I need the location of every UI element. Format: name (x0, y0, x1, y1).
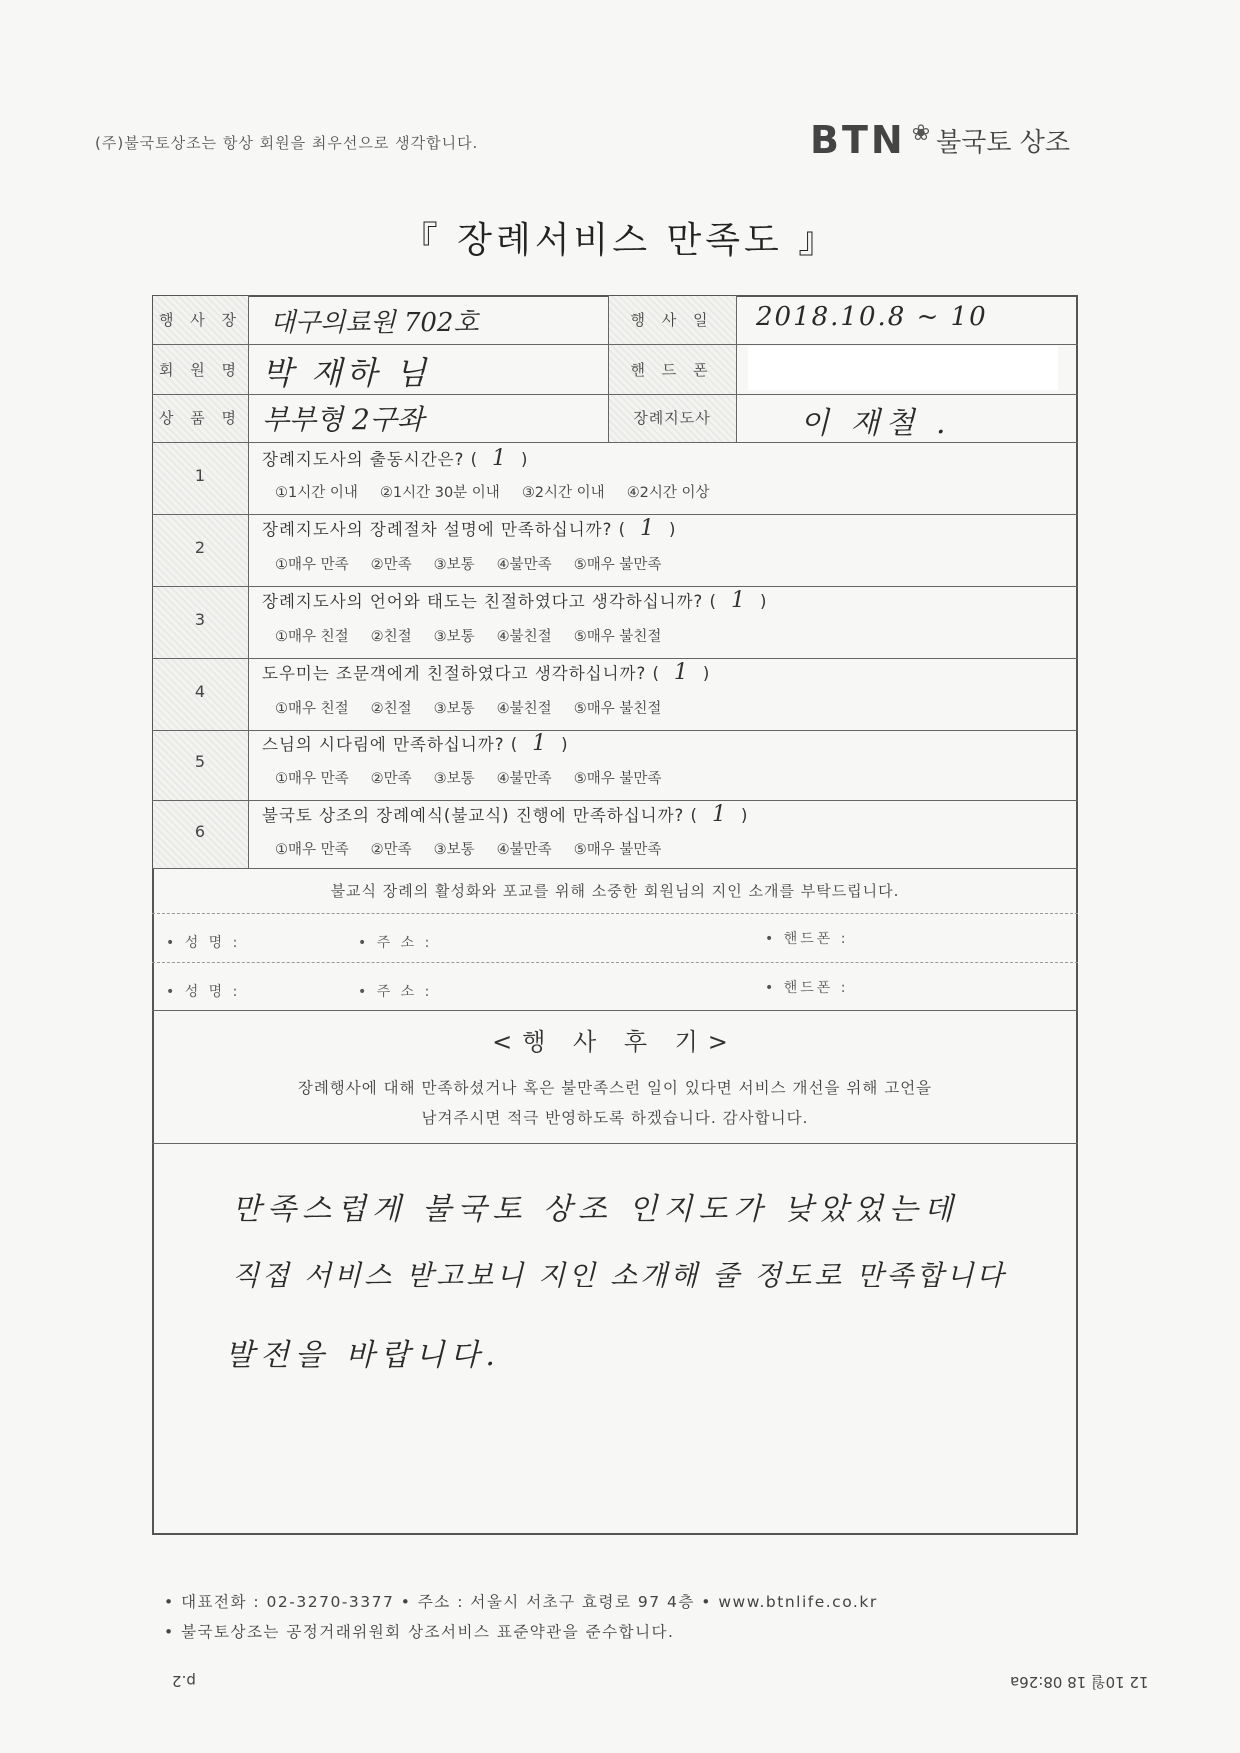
question-3-option: ④불친절 (496, 629, 552, 645)
question-6-answer: 1 (711, 802, 727, 827)
review-instruction-line2: 남겨주시면 적극 반영하도록 하겠습니다. 감사합니다. (421, 1109, 809, 1127)
question-6-option: ④불만족 (496, 842, 552, 858)
question-6-number: 6 (194, 822, 206, 841)
question-6-options (275, 838, 661, 859)
question-5-option: ③보통 (433, 771, 475, 787)
question-3-text: 장례지도사의 언어와 태도는 친절하였다고 생각하십니까? ( 1 ) (262, 588, 768, 613)
question-1-option: ①1시간 이내 (275, 485, 358, 501)
review-handwritten-line3: 발전을 바랍니다. (225, 1338, 501, 1373)
question-5-answer: 1 (532, 731, 548, 756)
question-6-option: ①매우 만족 (275, 842, 349, 858)
question-4-option: ④불친절 (496, 701, 552, 717)
question-3-answer: 1 (730, 588, 746, 613)
question-6-option: ③보통 (433, 842, 475, 858)
question-2-number: 2 (194, 538, 206, 557)
review-handwritten-line2: 직접 서비스 받고보니 지인 소개해 줄 정도로 만족합니다 (232, 1259, 1007, 1292)
review-instruction-line1: 장례행사에 대해 만족하셨거나 혹은 불만족스런 일이 있다면 서비스 개선을 위해 고언을 (297, 1079, 933, 1097)
venue-label: 행 사 장 (158, 311, 242, 329)
question-1-option: ③2시간 이내 (521, 485, 605, 501)
fax-page-number: p.2 (172, 1672, 196, 1690)
question-1-option: ④2시간 이상 (626, 485, 710, 501)
phone-label: 핸 드 폰 (630, 361, 714, 379)
question-6-text: 불국토 상조의 장례예식(불교식) 진행에 만족하십니까? ( 1 ) (262, 802, 749, 827)
logo-btn-text: BTN (810, 118, 906, 162)
question-1-option: ②1시간 30분 이내 (379, 485, 500, 501)
question-4-options (275, 697, 661, 718)
footer-notice: • 불국토상조는 공정거래위원회 상조서비스 표준약관을 준수합니다. (164, 1623, 675, 1641)
fax-timestamp: 12 10월 18 08:26a (1010, 1673, 1149, 1691)
referral-1-address-label: • 주 소 : (358, 935, 433, 951)
question-4-option: ③보통 (433, 701, 475, 717)
lotus-icon: ❀ (911, 120, 931, 146)
product-value: 부부형 2구좌 (262, 403, 424, 436)
date-label: 행 사 일 (630, 311, 714, 329)
redacted-phone-field (748, 346, 1058, 390)
footer-contact: • 대표전화 : 02-3270-3377 • 주소 : 서울시 서초구 효령로 97 4층 • www.btnlife.co.kr (164, 1593, 878, 1611)
referral-intro: 불교식 장례의 활성화와 포교를 위해 소중한 회원님의 지인 소개를 부탁드립니다. (330, 882, 900, 900)
form-title: 『 장례서비스 만족도 』 (401, 220, 839, 261)
director-label: 장례지도사 (633, 409, 711, 427)
question-5-text: 스님의 시다림에 만족하십니까? ( 1 ) (262, 731, 569, 756)
question-4-option: ①매우 친절 (275, 701, 349, 717)
question-2-option: ⑤매우 불만족 (573, 557, 662, 573)
question-1-text: 장례지도사의 출동시간은? ( 1 ) (262, 446, 529, 471)
question-2-option: ②만족 (370, 557, 412, 573)
question-5-number: 5 (194, 752, 206, 771)
question-2-option: ④불만족 (496, 557, 552, 573)
question-1-answer: 1 (492, 446, 508, 471)
company-logo (810, 118, 1070, 162)
question-4-answer: 1 (673, 660, 689, 685)
logo-name-text: 불국토 상조 (936, 127, 1070, 158)
question-3-option: ③보통 (433, 629, 475, 645)
question-3-option: ①매우 친절 (275, 629, 349, 645)
question-2-option: ③보통 (433, 557, 475, 573)
question-1-options (275, 481, 710, 502)
referral-2-address-label: • 주 소 : (358, 984, 433, 1000)
company-tagline: (주)불국토상조는 항상 회원을 최우선으로 생각합니다. (95, 134, 479, 152)
product-label: 상 품 명 (158, 409, 242, 427)
question-2-options (275, 553, 661, 574)
referral-2-phone-label: • 핸드폰 : (765, 980, 849, 996)
date-value: 2018.10.8 ~ 10 (756, 302, 988, 332)
question-3-number: 3 (194, 610, 206, 629)
referral-1-phone-label: • 핸드폰 : (765, 931, 849, 947)
question-4-option: ⑤매우 불친절 (573, 701, 662, 717)
question-4-text: 도우미는 조문객에게 친절하였다고 생각하십니까? ( 1 ) (262, 660, 711, 685)
director-value: 이 재철 . (800, 406, 952, 441)
referral-2-name-label: • 성 명 : (166, 984, 241, 1000)
question-3-option: ②친절 (370, 629, 412, 645)
question-5-option: ②만족 (370, 771, 412, 787)
question-2-text: 장례지도사의 장례절차 설명에 만족하십니까? ( 1 ) (262, 516, 677, 541)
question-4-number: 4 (194, 682, 206, 701)
question-3-option: ⑤매우 불친절 (573, 629, 662, 645)
venue-value: 대구의료원 702호 (270, 308, 479, 338)
question-2-answer: 1 (640, 516, 656, 541)
review-title: <행 사 후 기> (492, 1028, 738, 1056)
question-2-option: ①매우 만족 (275, 557, 349, 573)
review-handwritten-line1: 만족스럽게 불국토 상조 인지도가 낮았었는데 (232, 1192, 959, 1227)
question-5-option: ①매우 만족 (275, 771, 349, 787)
question-6-option: ⑤매우 불만족 (573, 842, 662, 858)
question-6-option: ②만족 (370, 842, 412, 858)
question-3-options (275, 625, 661, 646)
referral-1-name-label: • 성 명 : (166, 935, 241, 951)
question-4-option: ②친절 (370, 701, 412, 717)
member-value: 박 재하 님 (262, 354, 430, 392)
member-label: 회 원 명 (158, 361, 242, 379)
question-5-option: ④불만족 (496, 771, 552, 787)
question-5-option: ⑤매우 불만족 (573, 771, 662, 787)
question-1-number: 1 (194, 466, 206, 485)
question-5-options (275, 767, 661, 788)
